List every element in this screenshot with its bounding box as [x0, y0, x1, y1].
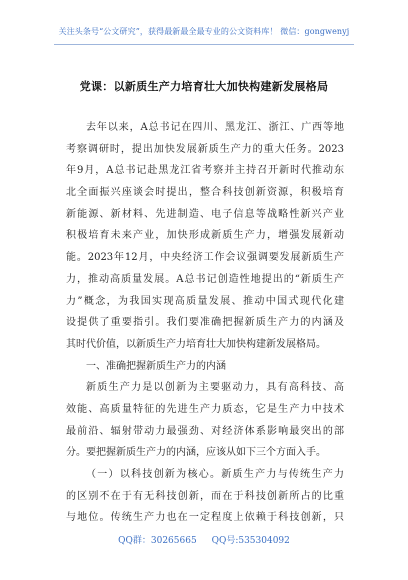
body-line: 去年以来，A总书记在四川、黑龙江、浙江、广西等地	[86, 122, 344, 133]
body-line: 设提供了重要指引。我们要准确把握新质生产力的内涵及	[66, 317, 344, 329]
body-line: 其时代价值，以新质生产力培育壮大加快构建新发展格局。	[66, 338, 326, 350]
body-line: 力，推动高质量发展。A总书记创造性地提出的“新质生产	[66, 273, 344, 285]
footer-qq-number: QQ号:535304092	[211, 536, 290, 546]
body-line: 力”概念，为我国实现高质量发展、推动中国式现代化建	[66, 295, 344, 307]
header-divider	[54, 44, 354, 45]
body-line: 最前沿、辐射带动力最强劲、对经济体系影响最突出的部	[66, 425, 344, 437]
body-line: 新质生产力是以创新为主要驱动力，具有高科技、高	[86, 382, 344, 394]
body-line: 效能、高质量特征的先进生产力质态，它是生产力中技术	[66, 403, 344, 415]
footer-qq-group: QQ群：30265665	[118, 536, 197, 546]
body-line: （一）以科技创新为核心。新质生产力与传统生产力	[86, 469, 344, 480]
document-title: 党课：以新质生产力培育壮大加快构建新发展格局	[79, 80, 329, 93]
body-line: 的区别不在于有无科技创新，而在于科技创新所占的比重	[66, 490, 344, 502]
body-line: 北全面振兴座谈会时提出，整合科技创新资源，积极培育	[66, 187, 344, 199]
footer	[0, 533, 408, 546]
body-line: 新能源、新材料、先进制造、电子信息等战略性新兴产业	[66, 208, 344, 220]
section-heading: 一、准确把握新质生产力的内涵	[86, 360, 226, 372]
body-line: 年9月，A总书记赴黑龙江省考察并主持召开新时代推动东	[66, 165, 344, 177]
header-banner: 关注头条号“公文研究”，获得最新最全最专业的公文资料库！ 微信：gongwenyj	[58, 27, 350, 36]
body-line: 与地位。传统生产力也在一定程度上依赖于科技创新，只	[66, 512, 344, 524]
document-body	[66, 117, 344, 529]
body-line: 分。要把握新质生产力的内涵，应该从如下三个方面入手。	[66, 447, 326, 459]
body-line: 能。2023年12月，中央经济工作会议强调要发展新质生产	[66, 252, 344, 264]
body-line: 考察调研时，提出加快发展新质生产力的重大任务。2023	[66, 143, 344, 155]
body-line: 积极培育未来产业，加快形成新质生产力，增强发展新动	[66, 230, 344, 242]
